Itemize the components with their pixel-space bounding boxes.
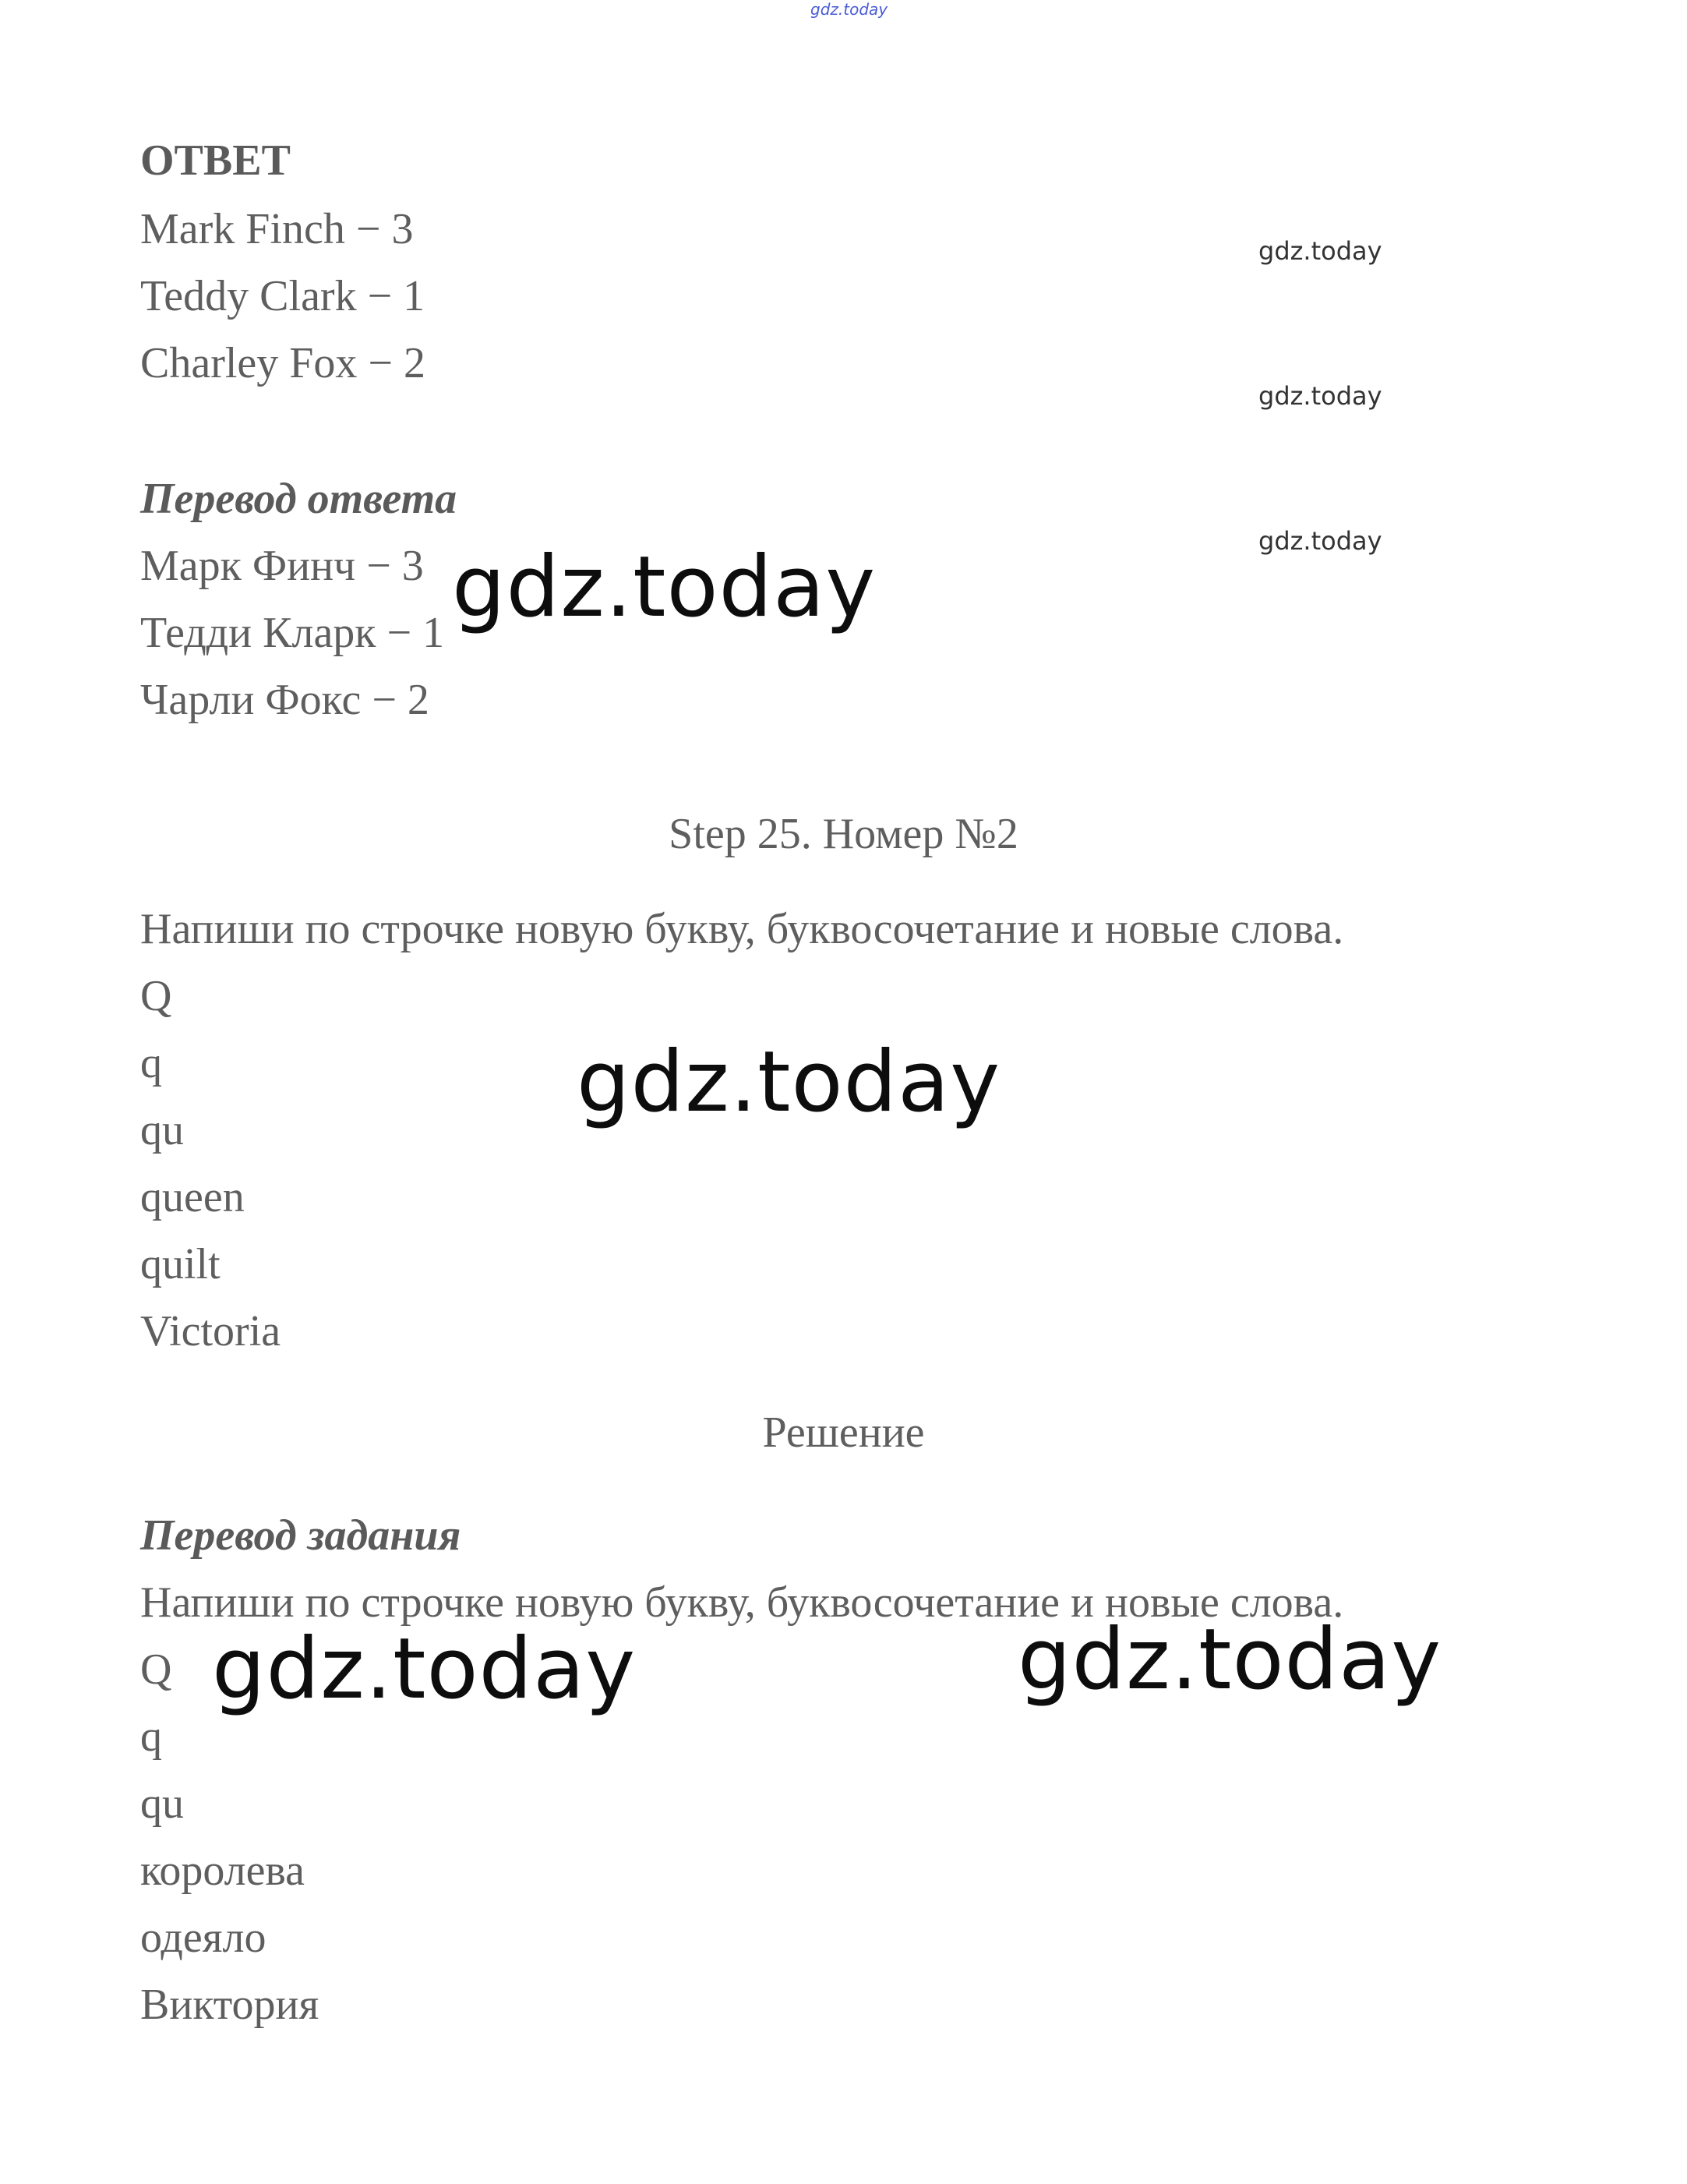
task-item-2: q <box>140 1039 162 1087</box>
watermark-large-3: gdz.today <box>212 1620 637 1718</box>
solution-item-3: qu <box>140 1779 184 1828</box>
task-item-6: Victoria <box>140 1307 281 1355</box>
task-item-5: quilt <box>140 1240 221 1288</box>
solution-item-4: королева <box>140 1847 305 1895</box>
watermark-small-3: gdz.today <box>1258 526 1382 556</box>
solution-item-2: q <box>140 1712 162 1761</box>
answer-translation-line-3: Чарли Фокс − 2 <box>140 676 429 724</box>
watermark-small-2: gdz.today <box>1258 381 1382 411</box>
solution-item-6: Виктория <box>140 1981 319 2029</box>
answer-translation-line-2: Тедди Кларк − 1 <box>140 609 445 657</box>
watermark-large-2: gdz.today <box>577 1034 1001 1131</box>
watermark-small-1: gdz.today <box>1258 236 1382 266</box>
solution-item-1: Q <box>140 1645 172 1694</box>
solution-item-5: одеяло <box>140 1914 266 1962</box>
watermark-top: gdz.today <box>810 0 888 19</box>
task-title: Step 25. Номер №2 <box>669 810 1018 858</box>
answer-heading: ОТВЕТ <box>140 136 291 185</box>
solution-heading: Перевод задания <box>140 1511 461 1560</box>
task-instruction: Напиши по строчке новую букву, буквосочетание и новые слова. <box>140 905 1344 953</box>
answer-line-1: Mark Finch − 3 <box>140 205 414 253</box>
answer-translation-line-1: Марк Финч − 3 <box>140 542 424 590</box>
watermark-large-1: gdz.today <box>452 539 877 636</box>
answer-translation-heading: Перевод ответа <box>140 475 457 523</box>
solution-instruction: Напиши по строчке новую букву, буквосочетание и новые слова. <box>140 1578 1344 1627</box>
task-item-4: queen <box>140 1173 245 1221</box>
answer-line-2: Teddy Clark − 1 <box>140 272 425 320</box>
answer-line-3: Charley Fox − 2 <box>140 339 425 387</box>
watermark-large-4: gdz.today <box>1018 1611 1442 1709</box>
task-item-3: qu <box>140 1106 184 1154</box>
solution-title: Решение <box>762 1408 925 1457</box>
task-item-1: Q <box>140 972 172 1020</box>
